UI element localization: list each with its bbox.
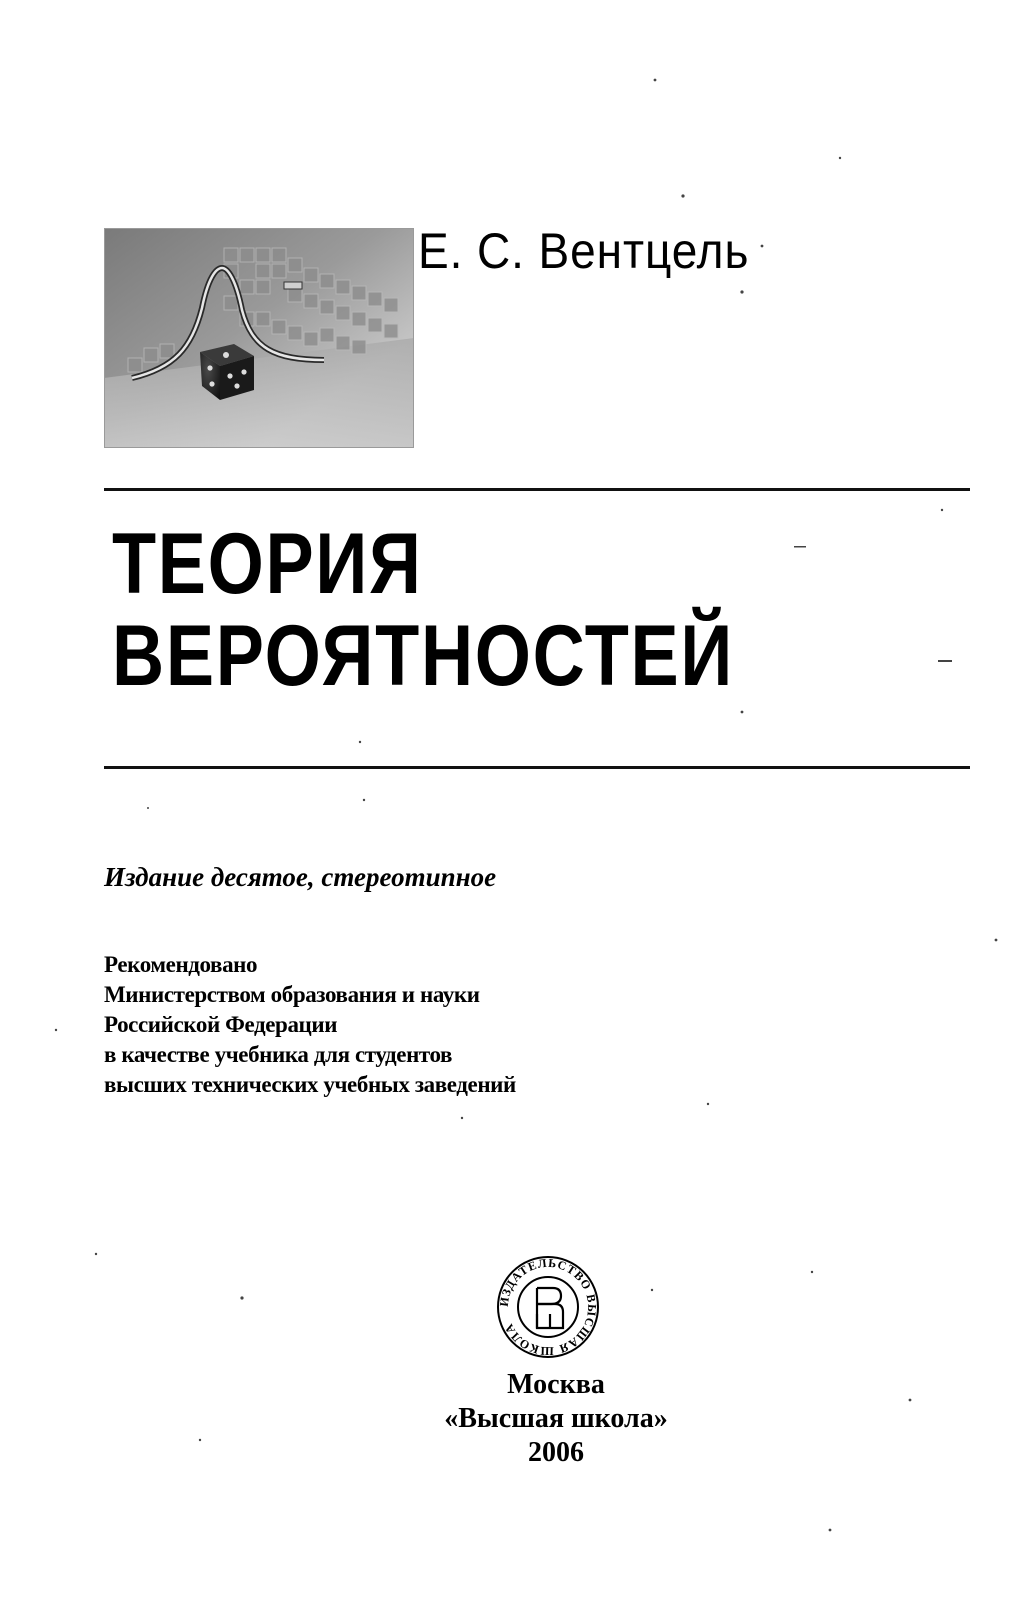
- book-title-line-1: ТЕОРИЯ: [112, 516, 423, 612]
- recommendation-line: высших технических учебных заведений: [104, 1072, 516, 1097]
- imprint-publisher: «Высшая школа»: [444, 1403, 668, 1434]
- recommendation-line: Рекомендовано: [104, 952, 258, 977]
- book-title-line-2: ВЕРОЯТНОСТЕЙ: [112, 608, 735, 704]
- recommendation-line: Министерством образования и науки: [104, 982, 480, 1007]
- recommendation-line: Российской Федерации: [104, 1012, 338, 1037]
- recommendation-line: в качестве учебника для студентов: [104, 1042, 453, 1067]
- svg-text:ИЗДАТЕЛЬСТВО ВЫСШАЯ ШКОЛА: ИЗДАТЕЛЬСТВО ВЫСШАЯ ШКОЛА: [496, 1255, 600, 1359]
- imprint-city: Москва: [507, 1369, 605, 1400]
- imprint-year: 2006: [528, 1437, 584, 1468]
- edition-note: Издание десятое, стереотипное: [104, 862, 497, 892]
- author-name: Е. С. Вентцель: [418, 223, 750, 279]
